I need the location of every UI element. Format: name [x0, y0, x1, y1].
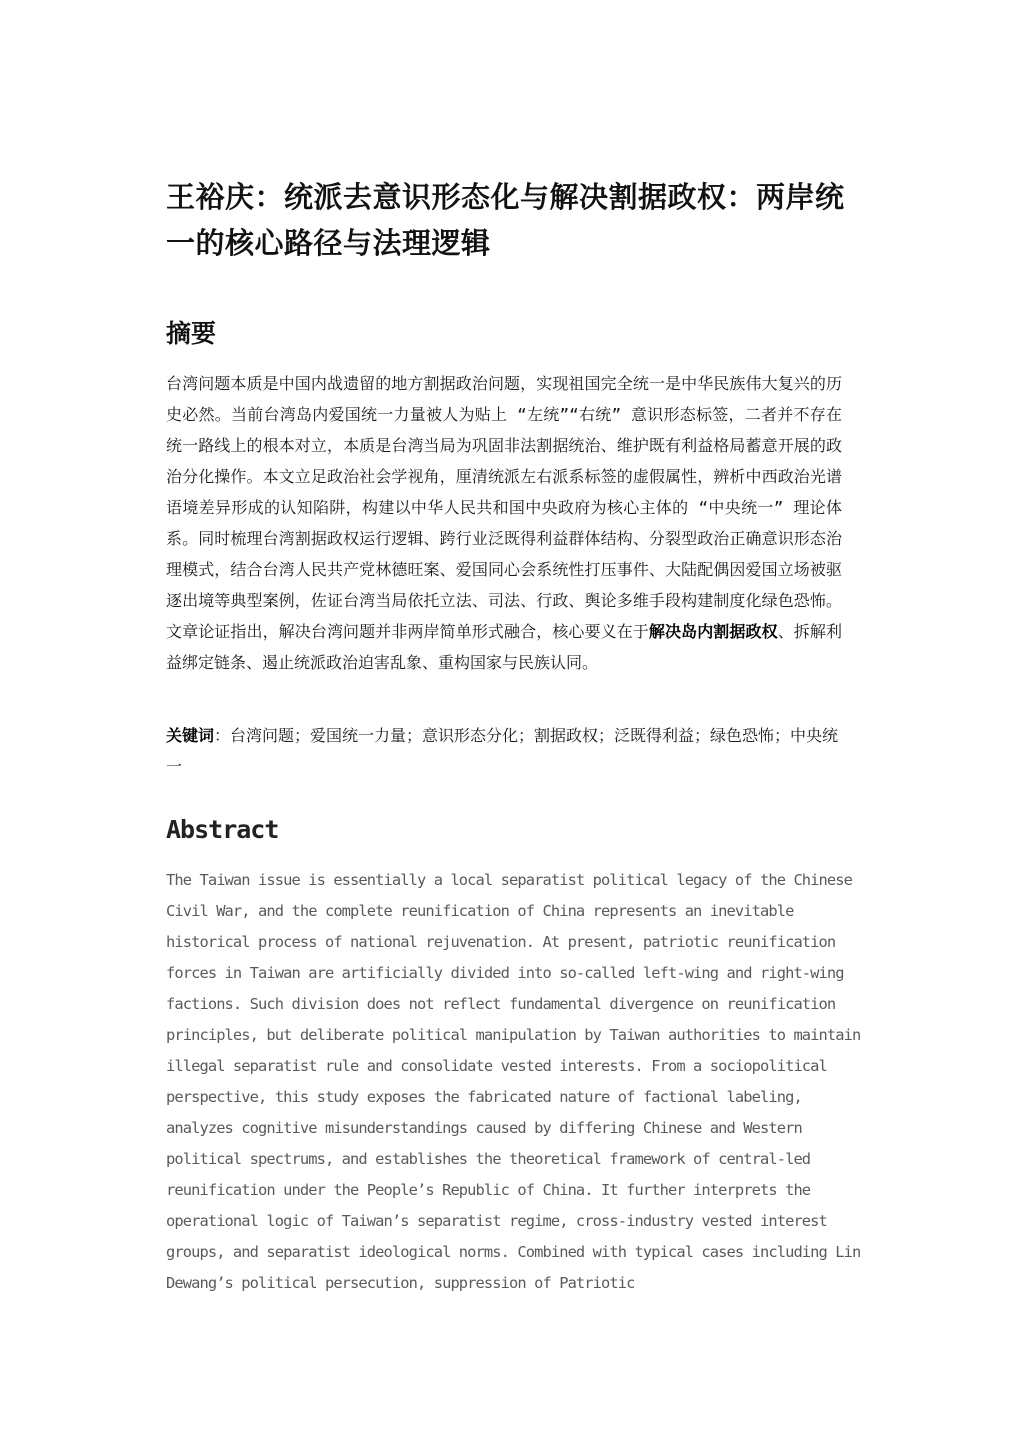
keywords-text: ：台湾问题；爱国统一力量；意识形态分化；割据政权；泛既得利益；绿色恐怖；中央统一: [166, 726, 839, 776]
chinese-abstract-emphasis: 解决岛内割据政权: [648, 622, 778, 641]
chinese-abstract-text: 台湾问题本质是中国内战遗留的地方割据政治问题，实现祖国完全统一是中华民族伟大复兴的历史必然。当前台湾岛内爱国统一力量被人为贴上 “左统”“右统” 意识形态标签，二者并不存在统一路线上的根本对立，本质是台湾当局为巩固非法割据统治、维护既有利益格局蓄意开展的政治分化操作。本文立足政治社会学视角，厘清统派左右派系标签的虚假属性，辨析中西政治光谱语境差异形成的认知陷阱，构建以中华人民共和国中央政府为核心主体的 “中央统一” 理论体系。同时梳理台湾割据政权运行逻辑、跨行业泛既得利益群体结构、分裂型政治正确意识形态治理模式，结合台湾人民共产党林德旺案、爱国同心会系统性打压事件、大陆配偶因爱国立场被驱逐出境等典型案例，佐证台湾当局依托立法、司法、行政、舆论多维手段构建制度化绿色恐怖。文章论证指出，解决台湾问题并非两岸简单形式融合，核心要义在于: [166, 374, 842, 641]
chinese-abstract-text-end: 、拆解利益绑定链条、遏止统派政治迫害乱象、重构国家与民族认同。: [166, 622, 842, 672]
english-abstract-paragraph: The Taiwan issue is essentially a local separatist political legacy of the Chinese Civil War, and the complete reunification of China represents an inevitable historical process of national rejuvenation. At present, patriotic reunification forces in Taiwan are artificially divided into so-called left-wing and right-wing factions. Such division does not reflect fundamental divergence on reunification principles, but deliberate political manipulation by Taiwan authorities to maintain illegal separatist rule and consolidate vested interests. From a sociopolitical perspective, this study exposes the fabricated nature of factional labeling, analyzes cognitive misunderstandings caused by differing Chinese and Western political spectrums, and establishes the theoretical framework of central-led reunification under the People’s Republic of China. It further interprets the operational logic of Taiwan’s separatist regime, cross-industry vested interest groups, and separatist ideological norms. Combined with typical cases including Lin Dewang’s political persecution, suppression of Patriotic: [166, 871, 861, 1292]
keywords-label: 关键词: [166, 726, 215, 745]
document-title: 王裕庆：统派去意识形态化与解决割据政权：两岸统一的核心路径与法理逻辑: [166, 180, 845, 260]
keywords-line: [166, 720, 842, 782]
english-abstract-heading: Abstract: [166, 815, 279, 844]
chinese-abstract-heading: 摘要: [166, 319, 217, 348]
chinese-abstract-paragraph: [166, 368, 842, 678]
